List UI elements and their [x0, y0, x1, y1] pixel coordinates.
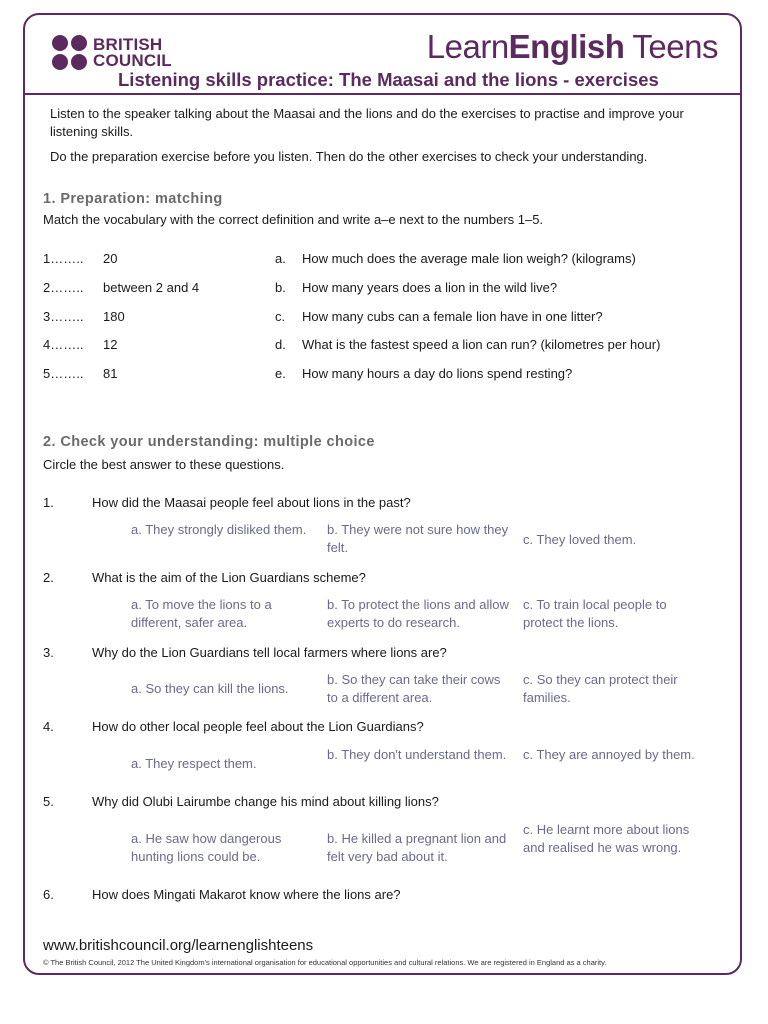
question-text: What is the aim of the Lion Guardians scheme?	[92, 570, 366, 585]
option-c[interactable]: c. He learnt more about lions and realised he was wrong.	[523, 822, 690, 855]
match-definition: How many years does a lion in the wild live?	[302, 280, 558, 295]
option-b[interactable]: b. They don't understand them.	[327, 747, 507, 762]
match-number: 3……..	[43, 309, 84, 324]
option-a[interactable]: a. To move the lions to a different, safer area.	[131, 597, 272, 630]
match-value: between 2 and 4	[103, 280, 200, 295]
option-a[interactable]: a. He saw how dangerous hunting lions could be.	[131, 831, 282, 864]
match-value: 20	[103, 251, 118, 266]
learnenglish-teens-logo	[427, 28, 718, 66]
option-a[interactable]: a. They strongly disliked them.	[131, 522, 307, 537]
footer-url: www.britishcouncil.org/learnenglishteens	[43, 937, 314, 954]
option-c[interactable]: c. To train local people to protect the lions.	[523, 597, 667, 630]
option-b[interactable]: b. He killed a pregnant lion and felt very bad about it.	[327, 831, 507, 864]
match-value: 12	[103, 337, 118, 352]
question-text: How does Mingati Makarot know where the lions are?	[92, 887, 401, 902]
match-number: 5……..	[43, 366, 84, 381]
question-number: 3.	[43, 645, 54, 660]
match-letter: d.	[275, 337, 286, 352]
match-value: 180	[103, 309, 125, 324]
option-a[interactable]: a. They respect them.	[131, 756, 257, 771]
question-text: How did the Maasai people feel about lions in the past?	[92, 495, 411, 510]
section1-instruction: Match the vocabulary with the correct definition and write a–e next to the numbers 1–5.	[43, 212, 544, 227]
header-divider	[25, 93, 742, 95]
match-letter: b.	[275, 280, 286, 295]
match-letter: e.	[275, 366, 286, 381]
logo-text-line1: BRITISH	[93, 34, 163, 54]
logo-learn: Learn	[426, 28, 509, 65]
question-text: Why did Olubi Lairumbe change his mind about killing lions?	[92, 794, 439, 809]
section2-heading: 2. Check your understanding: multiple choice	[43, 434, 375, 450]
match-definition: What is the fastest speed a lion can run? (kilometres per hour)	[302, 337, 661, 352]
option-c[interactable]: c. So they can protect their families.	[523, 672, 678, 705]
option-a[interactable]: a. So they can kill the lions.	[131, 681, 289, 696]
section1-heading: 1. Preparation: matching	[43, 191, 223, 207]
match-number: 4……..	[43, 337, 84, 352]
match-letter: c.	[275, 309, 286, 324]
match-definition: How many cubs can a female lion have in one litter?	[302, 309, 603, 324]
logo-dots-icon	[52, 35, 87, 70]
logo-teens: Teens	[624, 28, 718, 65]
logo-english: English	[508, 28, 625, 65]
option-b[interactable]: b. They were not sure how they felt.	[327, 522, 509, 555]
match-number: 2……..	[43, 280, 84, 295]
page-title: Listening skills practice: The Maasai and the lions - exercises	[118, 69, 659, 90]
question-number: 4.	[43, 719, 54, 734]
option-b[interactable]: b. To protect the lions and allow experts to do research.	[327, 597, 509, 630]
question-text: Why do the Lion Guardians tell local farmers where lions are?	[92, 645, 447, 660]
match-letter: a.	[275, 251, 286, 266]
section2-instruction: Circle the best answer to these questions.	[43, 457, 285, 472]
match-definition: How much does the average male lion weigh? (kilograms)	[302, 251, 636, 266]
question-number: 6.	[43, 887, 54, 902]
question-number: 1.	[43, 495, 54, 510]
footer-copyright: © The British Council, 2012 The United Kingdom's international organisation for educational opportunities and cultural relations. We are registered in England as a charity.	[43, 958, 607, 967]
question-text: How do other local people feel about the Lion Guardians?	[92, 719, 424, 734]
logo-text-line2: COUNCIL	[93, 50, 172, 70]
question-number: 2.	[43, 570, 54, 585]
match-definition: How many hours a day do lions spend resting?	[302, 366, 573, 381]
option-c[interactable]: c. They are annoyed by them.	[523, 747, 695, 762]
match-value: 81	[103, 366, 118, 381]
option-b[interactable]: b. So they can take their cows to a different area.	[327, 672, 501, 705]
question-number: 5.	[43, 794, 54, 809]
match-number: 1……..	[43, 251, 84, 266]
intro-paragraph-1: Listen to the speaker talking about the Maasai and the lions and do the exercises to practise and improve your listening skills.	[50, 106, 684, 139]
british-council-logo	[52, 35, 172, 70]
option-c[interactable]: c. They loved them.	[523, 532, 637, 547]
intro-paragraph-2: Do the preparation exercise before you listen. Then do the other exercises to check your understanding.	[50, 149, 648, 164]
